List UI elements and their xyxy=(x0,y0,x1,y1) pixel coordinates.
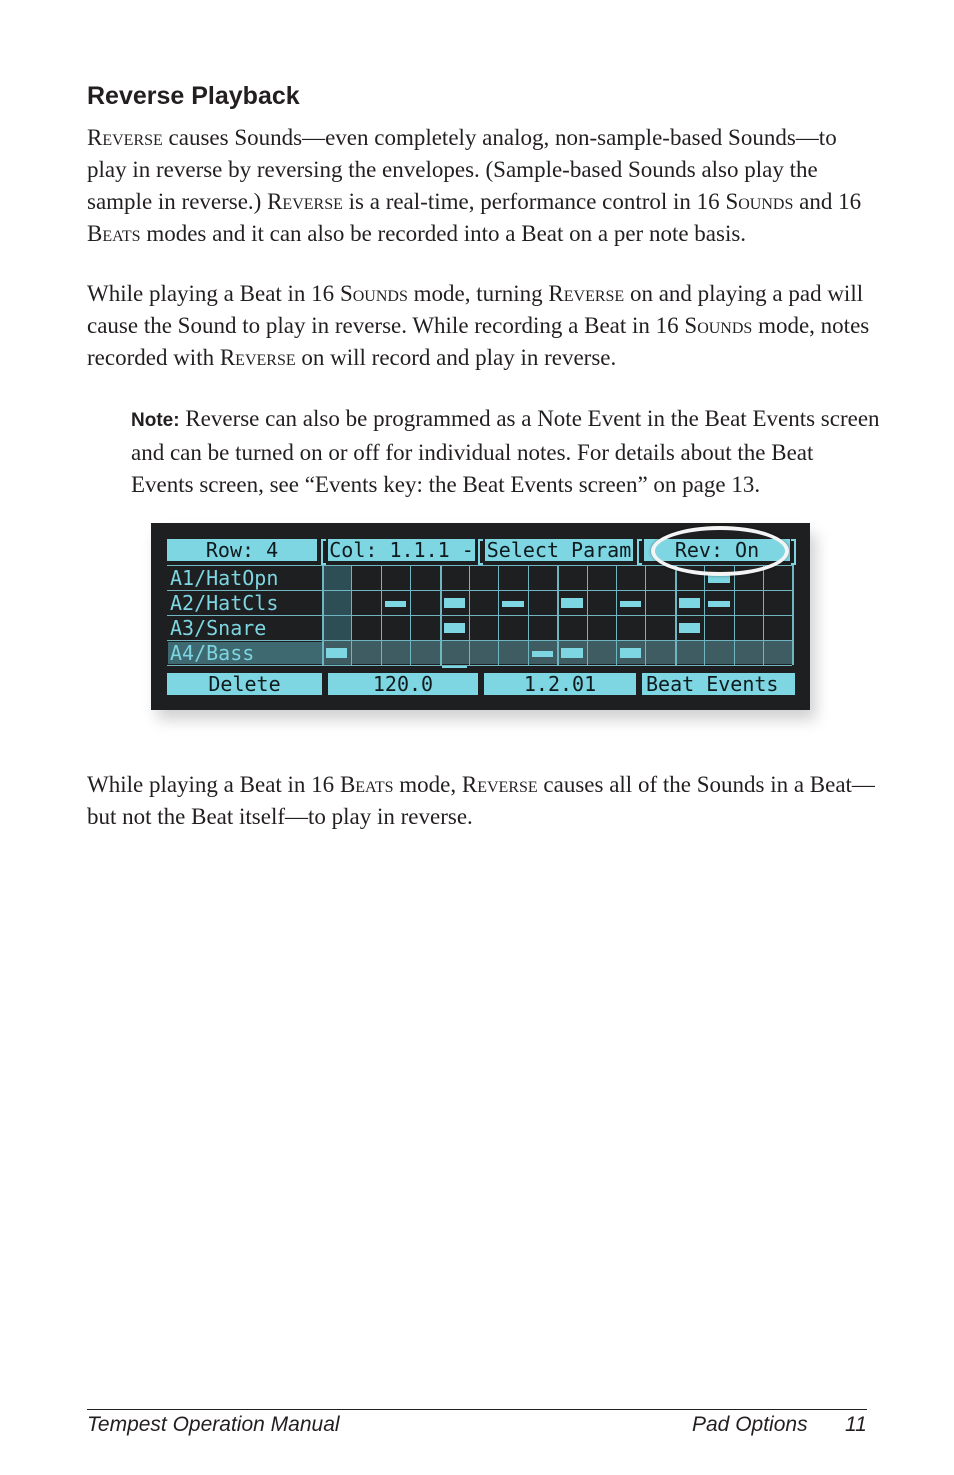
lcd-display xyxy=(151,523,810,710)
lcd-track-label[interactable]: A3/Snare xyxy=(170,616,267,640)
paragraph-beats-mode xyxy=(87,769,877,833)
lcd-note-step xyxy=(502,601,523,607)
lcd-col-indicator[interactable]: Col: 1.1.1 - xyxy=(329,539,474,561)
lcd-delete-button[interactable]: Delete xyxy=(167,673,322,695)
page-number: 11 xyxy=(845,1413,867,1436)
lcd-cursor xyxy=(442,666,467,668)
lcd-note-step xyxy=(620,648,641,658)
lcd-note-step xyxy=(561,648,582,658)
paragraph-sounds-mode xyxy=(87,278,877,374)
lcd-grid-line xyxy=(167,590,792,591)
footer-section: Pad Options xyxy=(692,1413,808,1436)
text: mode, xyxy=(393,772,462,797)
lcd-track-label[interactable]: A2/HatCls xyxy=(170,591,279,615)
lcd-bracket xyxy=(321,539,326,565)
lcd-note-step xyxy=(679,598,700,608)
lcd-grid-line xyxy=(167,615,792,616)
term-sounds: Sounds xyxy=(725,189,794,214)
text: While playing a Beat in 16 xyxy=(87,281,340,306)
footer-rule xyxy=(87,1409,867,1410)
callout-circle xyxy=(651,526,789,576)
lcd-position-value[interactable]: 1.2.01 xyxy=(484,673,636,695)
note-text: Reverse can also be programmed as a Note Event in the Beat Events screen and can be turned on or off for individual notes. For details about the Beat Events screen, see “Events key: the Beat Events screen” on page 13. xyxy=(131,406,880,497)
lcd-track-label[interactable]: A1/HatOpn xyxy=(170,566,279,590)
lcd-note-step xyxy=(620,601,641,607)
section-heading: Reverse Playback xyxy=(87,82,300,110)
note-block xyxy=(131,403,881,501)
term-reverse: Reverse xyxy=(461,772,538,797)
lcd-bracket xyxy=(791,539,796,565)
lcd-row-indicator[interactable]: Row: 4 xyxy=(167,539,317,561)
lcd-note-step xyxy=(444,623,465,633)
text: While playing a Beat in 16 xyxy=(87,772,340,797)
lcd-note-step xyxy=(385,601,406,607)
term-reverse: Reverse xyxy=(87,125,163,150)
text: mode, turning xyxy=(407,281,549,306)
term-beats: Beats xyxy=(87,221,141,246)
lcd-bracket xyxy=(478,539,483,565)
lcd-beat-events-button[interactable]: Beat Events xyxy=(642,673,795,695)
text: on and playing a pad will cause the Sound to play in reverse. While recording a Beat in 16 xyxy=(87,281,864,338)
lcd-screenshot xyxy=(151,523,810,710)
text: modes and it can also be recorded into a Beat on a per note basis. xyxy=(140,221,747,246)
text: and 16 xyxy=(793,189,862,214)
lcd-note-step xyxy=(326,648,347,658)
paragraph-intro xyxy=(87,122,877,250)
term-sounds: Sounds xyxy=(339,281,408,306)
text: causes Sounds—even completely analog, non-sample-based Sounds—to play in reverse by reversing the envelopes. (Sample-based Sounds also play the sample in reverse.) xyxy=(87,125,837,214)
lcd-bracket xyxy=(637,539,642,565)
lcd-select-param[interactable]: Select Param xyxy=(486,539,632,561)
note-label: Note: xyxy=(131,410,180,431)
lcd-note-step xyxy=(679,623,700,633)
text: is a real-time, performance control in 16 xyxy=(342,189,726,214)
text: causes all of the Sounds in a Beat—but not the Beat itself—to play in reverse. xyxy=(87,772,875,829)
term-reverse: Reverse xyxy=(267,189,343,214)
term-reverse: Reverse xyxy=(219,345,296,370)
lcd-note-step xyxy=(444,598,465,608)
lcd-grid-line xyxy=(792,565,794,665)
term-sounds: Sounds xyxy=(684,313,753,338)
lcd-tempo-value[interactable]: 120.0 xyxy=(328,673,478,695)
footer-title: Tempest Operation Manual xyxy=(87,1413,340,1436)
lcd-note-step xyxy=(532,651,553,657)
term-beats: Beats xyxy=(339,772,394,797)
lcd-grid-line xyxy=(167,665,792,666)
term-reverse: Reverse xyxy=(548,281,625,306)
lcd-track-label-selected[interactable]: A4/Bass xyxy=(168,642,322,664)
text: on will record and play in reverse. xyxy=(295,345,617,370)
text: mode, notes recorded with xyxy=(87,313,870,370)
lcd-grid-line xyxy=(167,640,792,641)
lcd-note-step xyxy=(708,601,729,607)
lcd-reverse-indicator[interactable]: Rev: On xyxy=(644,539,790,561)
lcd-note-step xyxy=(561,598,582,608)
